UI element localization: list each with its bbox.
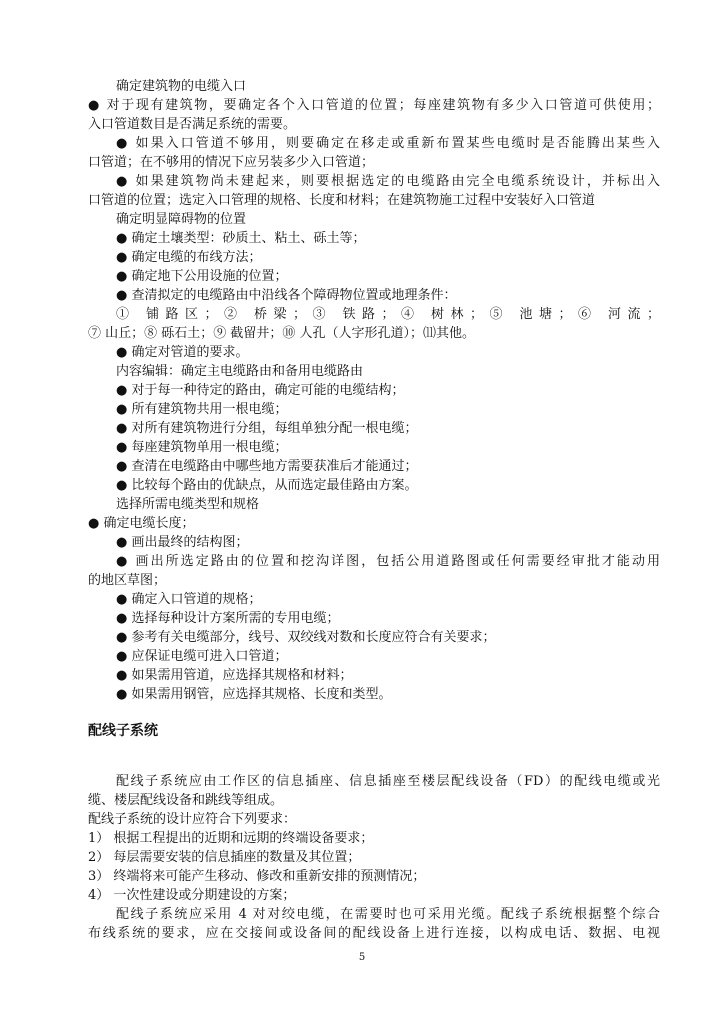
bullet-line: ● 如果入口管道不够用，则要确定在移走或重新布置某些电缆时是否能腾出某些入 (116, 136, 660, 151)
paragraph-line: 缆、楼层配线设备和跳线等组成。 (88, 793, 284, 808)
bullet-line: ● 如果需用钢管，应选择其规格、长度和类型。 (116, 687, 392, 702)
section-heading: 配线子系统 (88, 723, 158, 739)
paragraph-line: 配线子系统应由工作区的信息插座、信息插座至楼层配线设备（FD）的配线电缆或光 (116, 774, 660, 789)
bullet-line: ● 确定对管道的要求。 (116, 345, 249, 360)
subheading-cable-entry: 确定建筑物的电缆入口 (116, 79, 247, 94)
requirement-item: 1） 根据工程提出的近期和远期的终端设备要求； (88, 831, 374, 846)
paragraph-line: 布线系统的要求，应在交接间或设备间的配线设备上进行连接，以构成电话、数据、电视 (88, 926, 660, 941)
text-line: 口管道的位置；选定入口管理的规格、长度和材料；在建筑物施工过程中安装好入口管道 (88, 193, 596, 208)
text-line: 口管道；在不够用的情况下应另装多少入口管道； (88, 155, 375, 170)
bullet-line: ● 比较每个路由的优缺点，从而选定最佳路由方案。 (116, 478, 418, 493)
bullet-line: ● 选择每种设计方案所需的专用电缆； (116, 611, 340, 626)
page-number: 5 (358, 952, 366, 963)
numbered-list-line: ⑦ 山丘；⑧ 砾石土；⑨ 截留井；⑩ 人孔（人字形孔道）；⑾其他。 (88, 326, 476, 341)
numbered-list-line: ① 铺路区；② 桥梁；③ 铁路；④ 树林；⑤ 池塘；⑥ 河流； (116, 307, 660, 322)
bullet-line: ● 每座建筑物单用一根电缆； (116, 440, 288, 455)
text-line: 入口管道数目是否满足系统的需要。 (88, 117, 297, 132)
subheading-cable-type: 选择所需电缆类型和规格 (116, 497, 260, 512)
requirement-item: 4） 一次性建设或分期建设的方案； (88, 888, 296, 903)
bullet-line: ● 应保证电缆可进入口管道； (116, 649, 288, 664)
bullet-line: ● 对所有建筑物进行分组，每组单独分配一根电缆； (116, 421, 418, 436)
bullet-line: ● 对于每一种待定的路由，确定可能的电缆结构； (116, 383, 405, 398)
bullet-line: ● 对于现有建筑物，要确定各个入口管道的位置；每座建筑物有多少入口管道可供使用； (88, 98, 660, 113)
bullet-line: ● 确定地下公用设施的位置； (116, 269, 288, 284)
bullet-line: ● 参考有关电缆部分，线号、双绞线对数和长度应符合有关要求； (116, 630, 496, 645)
bullet-line: ● 画出最终的结构图； (116, 535, 249, 550)
requirement-item: 2） 每层需要安装的信息插座的数量及其位置； (88, 850, 361, 865)
bullet-line: ● 如果建筑物尚未建起来，则要根据选定的电缆路由完全电缆系统设计，并标出入 (116, 174, 660, 189)
bullet-line: ● 确定电缆的布线方法； (116, 250, 262, 265)
bullet-line: ● 如果需用管道，应选择其规格和材料； (116, 668, 353, 683)
bullet-line: ● 确定电缆长度； (88, 516, 195, 531)
paragraph-line: 配线子系统应采用 4 对对绞电缆，在需要时也可采用光缆。配线子系统根据整个综合 (116, 907, 660, 922)
subheading-routes: 内容编辑：确定主电缆路由和备用电缆路由 (116, 364, 364, 379)
bullet-line: ● 查清在电缆路由中哪些地方需要获准后才能通过； (116, 459, 418, 474)
paragraph-line: 配线子系统的设计应符合下列要求： (88, 812, 297, 827)
bullet-line: ● 确定土壤类型：砂质土、粘土、砾土等； (116, 231, 366, 246)
requirement-item: 3） 终端将来可能产生移动、修改和重新安排的预测情况； (88, 869, 426, 884)
bullet-line: ● 查清拟定的电缆路由中沿线各个障碍物位置或地理条件： (116, 288, 457, 303)
bullet-line: ● 所有建筑物共用一根电缆； (116, 402, 288, 417)
subheading-obstacles: 确定明显障碍物的位置 (116, 212, 247, 227)
text-line: 的地区草图； (88, 573, 167, 588)
bullet-line: ● 画出所选定路由的位置和挖沟详图，包括公用道路图或任何需要经审批才能动用 (116, 554, 660, 569)
bullet-line: ● 确定入口管道的规格； (116, 592, 262, 607)
